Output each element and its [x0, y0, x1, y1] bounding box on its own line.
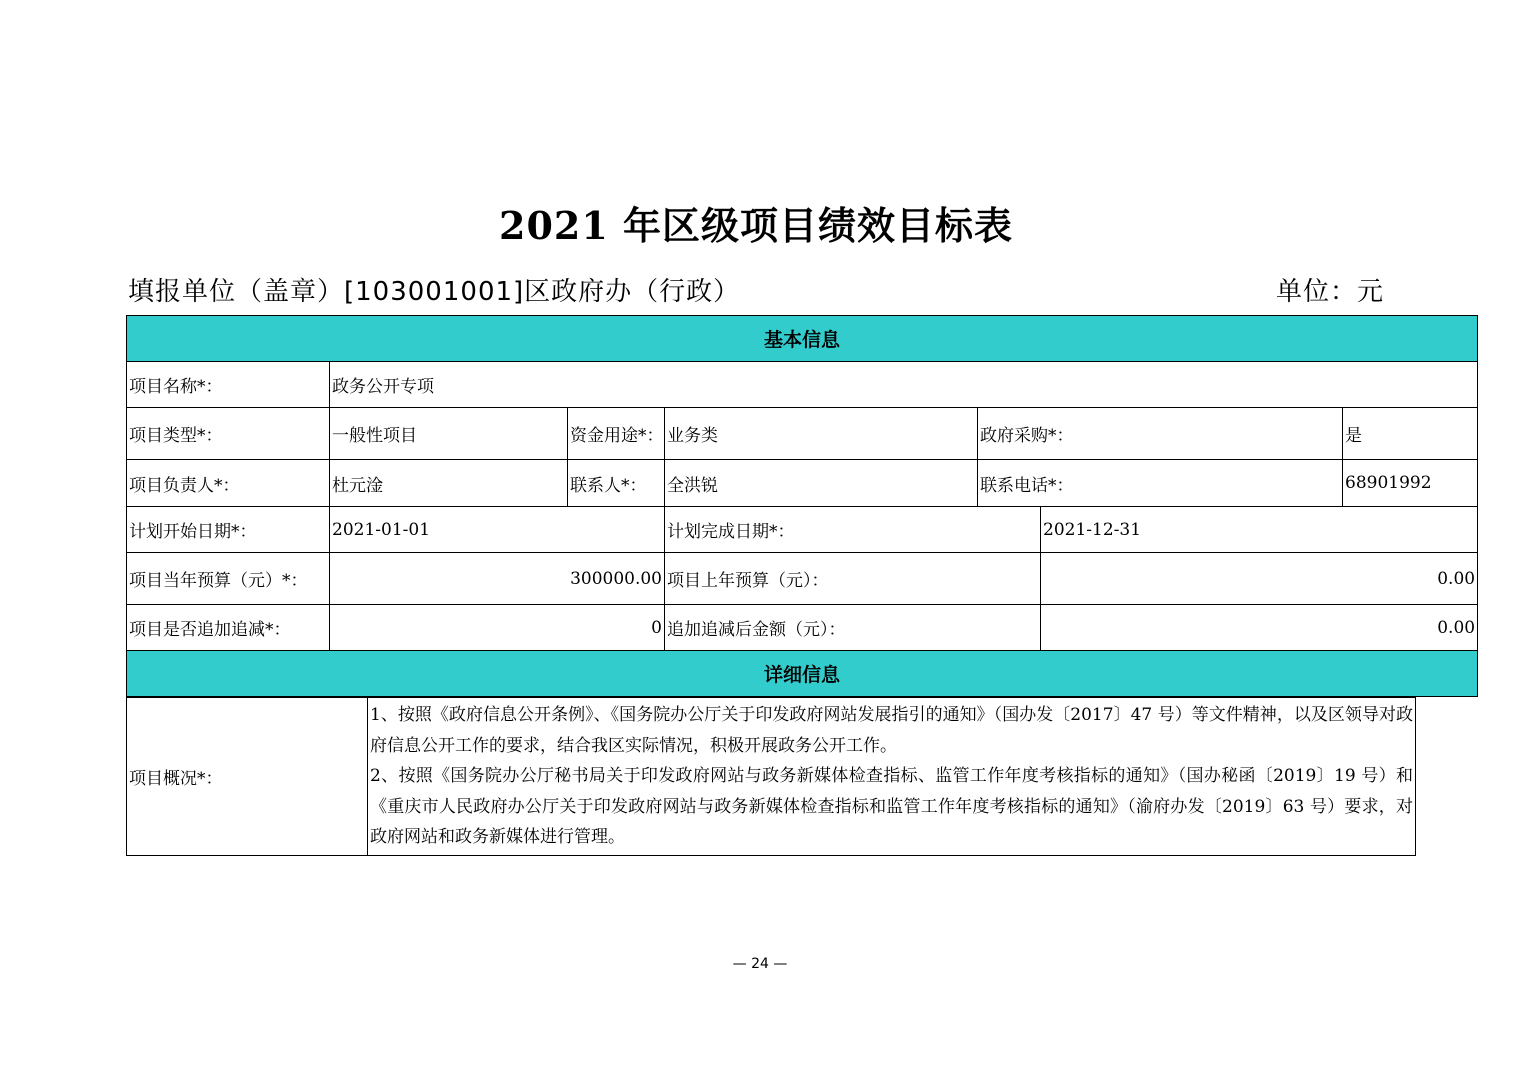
gov-procurement-label: 政府采购*：: [978, 408, 1343, 460]
page-number: — 24 —: [732, 956, 788, 972]
end-date-label: 计划完成日期*：: [665, 507, 1041, 553]
overview-paragraph-2: 2、按照《国务院办公厅秘书局关于印发政府网站与政务新媒体检查指标、监管工作年度考核指标的通知》（国办秘函〔2019〕19 号）和《重庆市人民政府办公厅关于印发政府网站与政务新媒体检查指标和监管工作年度考核指标的通知》（渝府办发〔2019〕63 号）要求，对政府网站和政务新媒体进行管理。: [370, 766, 1413, 847]
contact-phone-label: 联系电话*：: [978, 460, 1343, 507]
project-name-value: 政务公开专项: [330, 362, 1478, 408]
start-date-label: 计划开始日期*：: [127, 507, 330, 553]
project-overview-label: 项目概况*：: [127, 698, 368, 856]
page-title: 2021 年区级项目绩效目标表: [499, 203, 1013, 248]
adjusted-amount-label: 追加追减后金额（元）：: [665, 605, 1041, 651]
project-overview-text: [368, 698, 1416, 856]
header-info-line: [128, 272, 1384, 312]
current-budget-value: 300000.00: [330, 553, 665, 605]
contact-phone-value: 68901992: [1343, 460, 1478, 507]
current-budget-label: 项目当年预算（元）*：: [127, 553, 330, 605]
section-detail-info: 详细信息: [127, 651, 1478, 697]
end-date-value: 2021-12-31: [1041, 507, 1478, 553]
last-budget-label: 项目上年预算（元）：: [665, 553, 1041, 605]
fund-use-value: 业务类: [665, 408, 978, 460]
adjustment-value: 0: [330, 605, 665, 651]
project-type-value: 一般性项目: [330, 408, 568, 460]
project-name-label: 项目名称*：: [127, 362, 330, 408]
basic-info-table: [126, 315, 1478, 697]
project-leader-label: 项目负责人*：: [127, 460, 330, 507]
project-type-label: 项目类型*：: [127, 408, 330, 460]
section-basic-info: 基本信息: [127, 316, 1478, 362]
fund-use-label: 资金用途*：: [568, 408, 665, 460]
currency-unit: 单位：元: [1275, 277, 1384, 307]
detail-info-table: [126, 697, 1416, 856]
last-budget-value: 0.00: [1041, 553, 1478, 605]
contact-person-value: 全洪锐: [665, 460, 978, 507]
start-date-value: 2021-01-01: [330, 507, 665, 553]
project-leader-value: 杜元淦: [330, 460, 568, 507]
reporting-unit: 填报单位（盖章）[103001001]区政府办（行政）: [128, 277, 741, 307]
gov-procurement-value: 是: [1343, 408, 1478, 460]
adjustment-label: 项目是否追加追减*：: [127, 605, 330, 651]
contact-person-label: 联系人*：: [568, 460, 665, 507]
overview-paragraph-1: 1、按照《政府信息公开条例》、《国务院办公厅关于印发政府网站发展指引的通知》（国办发〔2017〕47 号）等文件精神，以及区领导对政府信息公开工作的要求，结合我区实际情况，积极开展政务公开工作。: [370, 705, 1413, 756]
adjusted-amount-value: 0.00: [1041, 605, 1478, 651]
